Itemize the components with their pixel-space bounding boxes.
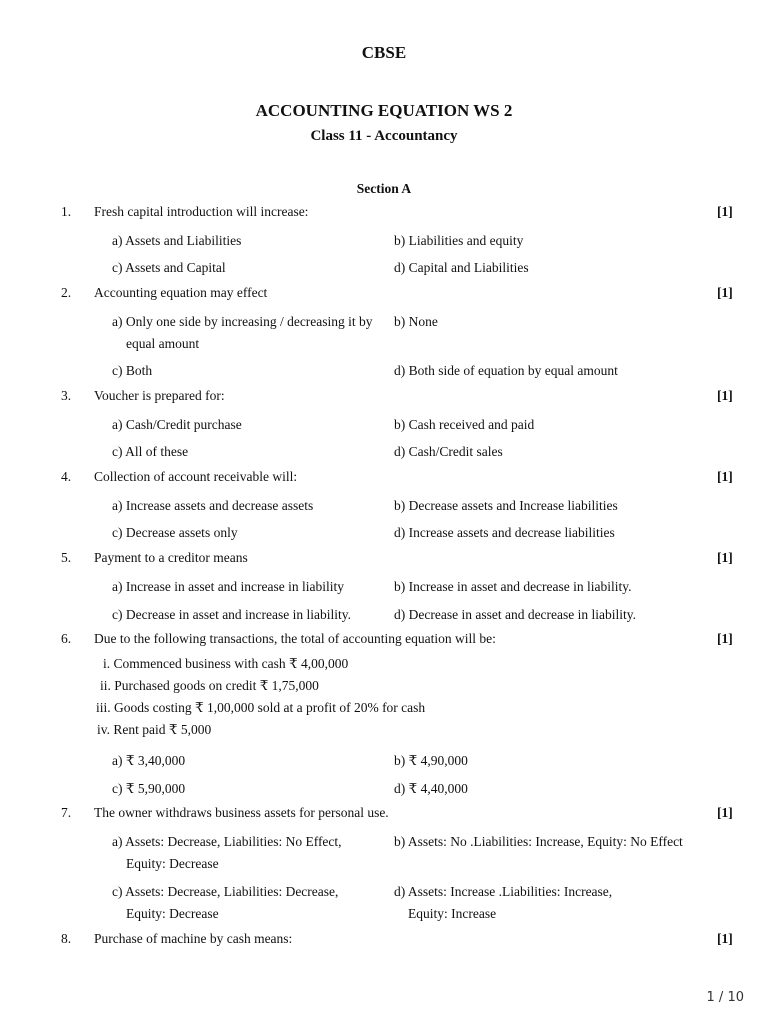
- question-number: 7.: [61, 805, 72, 820]
- question-text: Due to the following transactions, the total of accounting equation will be:: [94, 631, 496, 646]
- marks: [1]: [717, 631, 733, 646]
- marks: [1]: [717, 285, 733, 300]
- page-number: 1 / 10: [706, 990, 744, 1005]
- option-b: b) Decrease assets and Increase liabilities: [394, 498, 618, 513]
- option-d: d) Cash/Credit sales: [394, 444, 503, 459]
- marks: [1]: [717, 805, 733, 820]
- option-c: c) Both: [112, 363, 153, 378]
- option-d: d) Increase assets and decrease liabilities: [394, 525, 615, 540]
- option-d: d) Both side of equation by equal amount: [394, 363, 618, 378]
- option-b: b) Liabilities and equity: [394, 233, 524, 248]
- transaction-item: iii. Goods costing ₹ 1,00,000 sold at a profit of 20% for cash: [96, 700, 426, 715]
- option-c: c) Assets and Capital: [112, 260, 226, 275]
- question-text: Fresh capital introduction will increase:: [94, 204, 309, 219]
- option-b: b) Assets: No .Liabilities: Increase, Equity: No Effect: [394, 834, 683, 849]
- option-a: a) Increase assets and decrease assets: [112, 498, 314, 513]
- marks: [1]: [717, 931, 733, 946]
- marks: [1]: [717, 388, 733, 403]
- option-a: a) ₹ 3,40,000: [112, 753, 186, 768]
- section-heading: Section A: [356, 181, 412, 196]
- marks: [1]: [717, 204, 733, 219]
- class-subtitle: Class 11 - Accountancy: [310, 128, 458, 144]
- option-d: d) Capital and Liabilities: [394, 260, 529, 275]
- option-c: c) All of these: [112, 444, 189, 459]
- option-c: c) Decrease assets only: [112, 525, 238, 540]
- question-number: 3.: [61, 388, 72, 403]
- option-b: b) Cash received and paid: [394, 417, 535, 432]
- transaction-item: i. Commenced business with cash ₹ 4,00,000: [103, 656, 349, 671]
- question-text: Accounting equation may effect: [94, 285, 268, 300]
- board-title: CBSE: [361, 43, 407, 62]
- question-text: Voucher is prepared for:: [94, 388, 225, 403]
- question-number: 2.: [61, 285, 72, 300]
- option-b: b) Increase in asset and decrease in liability.: [394, 579, 632, 594]
- question-text: Collection of account receivable will:: [94, 469, 298, 484]
- option-d: d) Decrease in asset and decrease in liability.: [394, 607, 637, 622]
- transaction-item: ii. Purchased goods on credit ₹ 1,75,000: [100, 678, 319, 693]
- worksheet-title: ACCOUNTING EQUATION WS 2: [255, 101, 513, 120]
- question-text: Payment to a creditor means: [94, 550, 248, 565]
- question-number: 8.: [61, 931, 72, 946]
- option-a: a) Assets and Liabilities: [112, 233, 242, 248]
- option-c: c) ₹ 5,90,000: [112, 781, 186, 796]
- option-d: d) ₹ 4,40,000: [394, 781, 468, 796]
- option-b: b) ₹ 4,90,000: [394, 753, 468, 768]
- question-number: 4.: [61, 469, 72, 484]
- option-a: a) Only one side by increasing / decreasing it by equal amount: [112, 314, 373, 351]
- marks: [1]: [717, 550, 733, 565]
- transaction-item: iv. Rent paid ₹ 5,000: [97, 722, 212, 737]
- question-number: 5.: [61, 550, 72, 565]
- marks: [1]: [717, 469, 733, 484]
- option-a: a) Cash/Credit purchase: [112, 417, 242, 432]
- option-b: b) None: [394, 314, 438, 329]
- option-d: d) Assets: Increase .Liabilities: Increase, Equity: Increase: [394, 884, 613, 921]
- option-c: c) Decrease in asset and increase in liability.: [112, 607, 352, 622]
- option-a: a) Increase in asset and increase in liability: [112, 579, 345, 594]
- question-number: 1.: [61, 204, 72, 219]
- question-text: The owner withdraws business assets for personal use.: [94, 805, 389, 820]
- question-text: Purchase of machine by cash means:: [94, 931, 293, 946]
- option-a: a) Assets: Decrease, Liabilities: No Effect, Equity: Decrease: [112, 834, 342, 871]
- question-number: 6.: [61, 631, 72, 646]
- option-c: c) Assets: Decrease, Liabilities: Decrease, Equity: Decrease: [112, 884, 339, 921]
